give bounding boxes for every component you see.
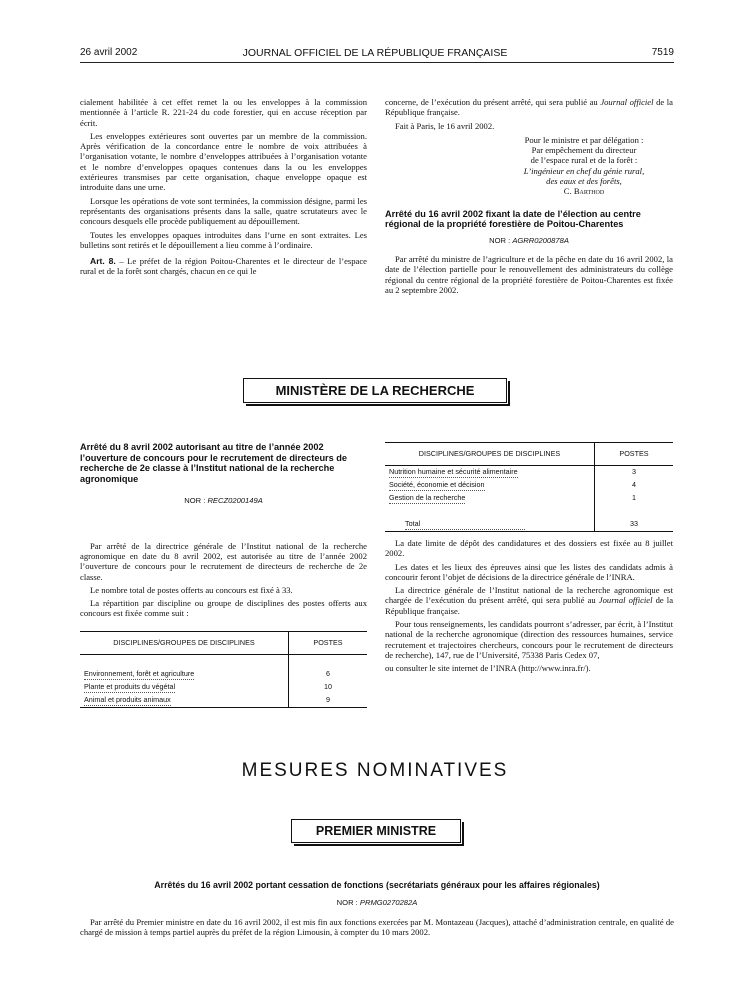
discipline-label: Plante et produits du végétal	[84, 682, 175, 693]
premier-ministre-box	[291, 819, 461, 843]
nor-reference	[80, 898, 674, 908]
paragraph: La répartition par discipline ou groupe de disciplines des postes offerts aux concours est fixée comme suit :	[80, 598, 367, 619]
disciplines-table-left	[80, 631, 367, 708]
bottom-section	[80, 880, 674, 940]
fait-line: Fait à Paris, le 16 avril 2002.	[395, 120, 495, 131]
postes-value: 10	[289, 681, 368, 694]
table-row	[385, 492, 673, 505]
paragraph	[385, 97, 673, 118]
section-heading: MESURES NOMINATIVES	[241, 760, 509, 781]
nor-code: AGRR0200878A	[512, 235, 569, 245]
nor-code: PRMG0270282A	[359, 897, 418, 907]
table-total-row	[385, 518, 673, 531]
paragraph: Le nombre total de postes offerts au concours est fixé à 33.	[90, 584, 293, 595]
paragraph: cialement habilitée à cet effet remet la ou les enveloppes à la commission mentionnée à l’article R. 221-24 du code forestier, qui en accuse réception par écrit.	[80, 97, 367, 128]
journal-title: JOURNAL OFFICIEL DE LA RÉPUBLIQUE FRANÇAISE	[242, 47, 508, 59]
discipline-label: Société, économie et décision	[389, 480, 485, 491]
postes-value: 6	[289, 668, 368, 681]
article-text: – Le préfet de la région Poitou-Charentes et le directeur de l’espace rural et de la forêt sont chargés, chacun en ce qui le	[80, 256, 367, 277]
paragraph: ou consulter le site internet de l’INRA (http://www.inra.fr/).	[385, 663, 591, 674]
paragraph: Par arrêté de la directrice générale de l’Institut national de la recherche agronomique en date du 8 avril 2002, est autorisée au titre de l’année 2002 l’ouverture de concours pour le recrutement de directeurs de recherche de 2e classe.	[80, 540, 367, 582]
article-label: Art. 8.	[90, 256, 116, 267]
total-value: 33	[595, 518, 674, 531]
signature-block	[495, 135, 673, 197]
paragraph: La date limite de dépôt des candidatures et des dossiers est fixée au 8 juillet 2002.	[385, 538, 673, 559]
postes-value: 1	[595, 492, 674, 505]
issue-date: 26 avril 2002	[80, 47, 138, 58]
postes-value: 4	[595, 479, 674, 492]
nor-reference	[385, 236, 673, 246]
column-header: DISCIPLINES/GROUPES DE DISCIPLINES	[80, 632, 289, 655]
left-mid-column	[80, 442, 367, 708]
arretes-title: Arrêtés du 16 avril 2002 portant cessation de fonctions (secrétariats généraux pour les affaires régionales)	[154, 880, 600, 890]
nor-label: NOR :	[336, 897, 360, 907]
table-row	[385, 479, 673, 492]
paragraph	[385, 585, 673, 616]
journal-name: Journal officiel	[598, 595, 653, 606]
ministry-heading: MINISTÈRE DE LA RECHERCHE	[275, 383, 475, 398]
page-number: 7519	[651, 47, 674, 58]
signatory-name: C. Barthod	[563, 186, 605, 197]
signature-line: Pour le ministre et par délégation :	[524, 134, 644, 145]
discipline-label: Nutrition humaine et sécurité alimentaire	[389, 467, 518, 478]
discipline-label: Environnement, forêt et agriculture	[84, 669, 194, 680]
signature-line: L’ingénieur en chef du génie rural,	[523, 165, 645, 176]
discipline-label: Gestion de la recherche	[389, 493, 465, 504]
column-header: POSTES	[595, 443, 674, 466]
table-row	[80, 694, 367, 707]
signature-line: Par empêchement du directeur	[531, 145, 637, 156]
paragraph: Les enveloppes extérieures sont ouvertes par un membre de la commission. Après vérification de la concordance entre le nombre de voix attribuées à l’organisation votante, le nombre d’enveloppes attribuées à l’organisation votante et le nombre d’enveloppes opaques contenues dans la ou les enveloppes extérieures transmises par cette organisation, chaque enveloppe opaque est introduite dans une urne.	[80, 130, 367, 193]
paragraph: Par arrêté du ministre de l’agriculture et de la pêche en date du 16 avril 2002, la date de l’élection partielle pour le renouvellement des administrateurs du collège régional du centre régional de la propriété forestière de Poitou-Charentes est fixée au 2 septembre 2002.	[385, 254, 673, 296]
arrete-title: Arrêté du 16 avril 2002 fixant la date de l’élection au centre régional de la propriété forestière de Poitou-Charentes	[385, 208, 641, 230]
nor-label: NOR :	[184, 496, 208, 506]
table-row	[80, 681, 367, 694]
text: de la République française.	[385, 97, 673, 118]
right-top-column	[385, 97, 673, 298]
disciplines-table-right	[385, 442, 673, 532]
signature-line: des eaux et des forêts,	[546, 176, 622, 187]
paragraph: Toutes les enveloppes opaques introduites dans l’urne en sont extraites. Les bulletins sont retirés et le dépouillement a lieu comme à l’ordinaire.	[80, 229, 367, 250]
text: concerne, de l’exécution du présent arrêté, qui sera publié au	[385, 97, 601, 107]
text: La directrice générale de l’Institut national de la recherche agronomique est chargée de l’exécution du présent arrêté, qui sera publié au	[385, 585, 673, 606]
discipline-label: Animal et produits animaux	[84, 695, 171, 706]
text: de la République française.	[385, 595, 674, 616]
column-header: POSTES	[289, 632, 368, 655]
table-row	[385, 466, 673, 480]
nor-code: RECZ0200149A	[207, 496, 263, 506]
journal-name: Journal officiel	[600, 97, 654, 107]
paragraph: Par arrêté du Premier ministre en date du 16 avril 2002, il est mis fin aux fonctions exercées par M. Montazeau (Jacques), attaché d’administration centrale, en qualité de chargé de mission à temps partiel auprès du préfet de la région Limousin, à compter du 10 mars 2002.	[80, 916, 674, 938]
article-8	[80, 256, 367, 277]
postes-value: 9	[289, 694, 368, 707]
paragraph: Les dates et les lieux des épreuves ainsi que les listes des candidats admis à concourir feront l’objet de décisions de la directrice générale de l’INRA.	[385, 561, 673, 582]
premier-ministre-heading: PREMIER MINISTRE	[315, 824, 437, 838]
signature-line: de l’espace rural et de la forêt :	[530, 155, 638, 166]
left-top-column	[80, 97, 367, 280]
postes-value: 3	[595, 466, 674, 480]
arrete-title: Arrêté du 8 avril 2002 autorisant au titre de l’année 2002 l’ouverture de concours pour le recrutement de directeurs de recherche de 2e classe à l’Institut national de la recherche agronomique	[80, 442, 348, 484]
paragraph: Pour tous renseignements, les candidats pourront s’adresser, par écrit, à l’Institut national de la recherche agronomique (direction des ressources humaines, service recrutement et trajectoires chercheurs, concours pour le recrutement de directeurs de recherche), 147, rue de l’Université, 75338 Paris Cedex 07,	[385, 619, 673, 660]
header-rule	[80, 62, 674, 63]
right-mid-column	[385, 442, 673, 677]
table-row	[80, 668, 367, 681]
column-header: DISCIPLINES/GROUPES DE DISCIPLINES	[385, 443, 595, 466]
paragraph: Lorsque les opérations de vote sont terminées, la commission désigne, parmi les représentants des organisations présents dans la salle, quatre scrutateurs avec le concours desquels elle procède publiquement au dépouillement.	[80, 195, 367, 227]
total-label: Total	[405, 519, 525, 530]
nor-reference	[80, 496, 367, 506]
nor-label: NOR :	[489, 235, 513, 245]
ministry-heading-box	[243, 378, 507, 403]
